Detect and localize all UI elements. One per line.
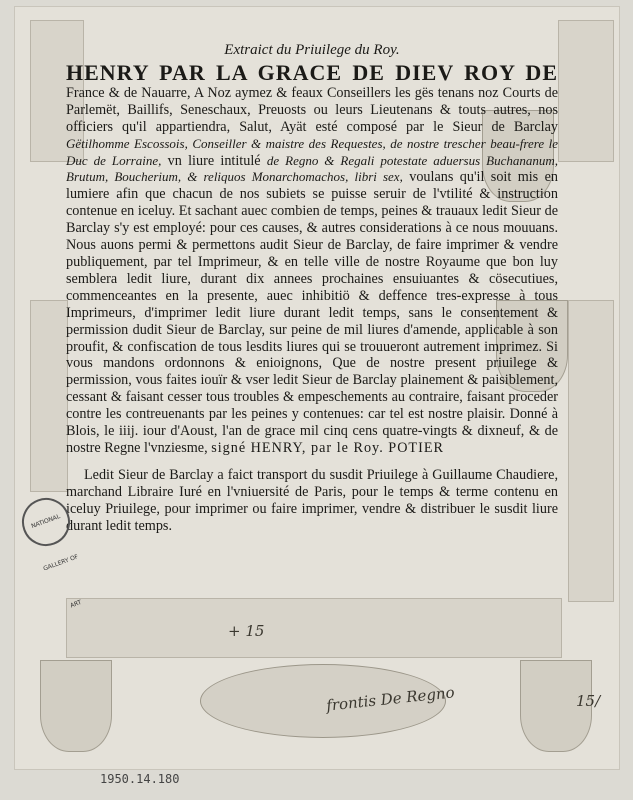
left-mid-panel [30, 300, 68, 492]
handwritten-signature: frontis De Regno [325, 683, 456, 715]
accession-number: 1950.14.180 [100, 772, 180, 786]
bottom-frame-panel [66, 598, 562, 658]
body-lead: HENRY PAR LA GRACE DE DIEV ROY DE [66, 60, 558, 85]
body-italic-2: de Regno & Regali potestate aduersus Buchananum, Brutum, Boucherium, & reliquos Monarchomachos, libri sex, [66, 152, 559, 185]
price-mark: + 15 [228, 622, 265, 640]
right-mid-panel [568, 300, 614, 602]
body-part-1: France & de Nauarre, A Noz aymez & feaux Conseillers les gës tenans noz Courts de Parlemët, Baillifs, Seneschaux, Preuosts ou leurs Lieutenans & touts autres, nos officiers qu'il appartiendra, Salut, Ayät esté composé par le Sieur de Barclay [66, 84, 558, 135]
body-part-3: voulans qu'il soit mis en lumiere afin que chacun de nos subiets se puisse seruir de l'vtilité & instruction contenue en iceluy. Et sachant auec combien de temps, peines & trauaux ledit Sieur de Barclay s'y est employé: pour ces causes, & autres considerations à ce nous mouuans. Nous auons permi & permettons audit Sieur de Barclay, de faire imprimer & vendre publiquement, par tel Imprimeur, & en telle ville de nostre Royaume que bon luy semblera ledit liure, durant dix annees prochaines ensuiuantes & cösecutiues, commenceantes en la presente, auec inhibitiö & deffence tres-expresse à tous Imprimeurs, d'imprimer ledit liure durant ledit temps, sans le consentement & permission dudit Sieur de Barclay, sur peine de mil liures d'amende, applicable à son proufit, & confiscation de tous lesdits liures qui se trouueront autrement imprimez. Si vous mandons ordonnons & enioignons, Que de nostre present priuilege & permission, vous faites iouïr & vser ledit Sieur de Barclay plainement & paisiblement, cessant & faisant cesser tous troubles & empeschements au contraire, faisant proceder contre les contreuenants par les peines y contenues: car tel est nostre plaisir. Donné à Blois, le iiij. iour d'Aoust, l'an de grace mil cinq cens quatre-vingts & dixneuf, & de nostre Regne l'vnziesme, [66, 169, 559, 456]
left-shield-1 [40, 660, 112, 752]
transfer-paragraph: Ledit Sieur de Barclay a faict transport du susdit Priuilege à Guillaume Chaudiere, marchand Libraire Iuré en l'vniuersité de Paris, pour le temps & terme contenu en iceluy Priuilege, pour imprimer ou faire imprimer, vendre & distribuer le susdit liure durant ledit temps. [66, 466, 558, 534]
museum-stamp-text: NATIONAL GALLERY OF ART [30, 513, 83, 610]
heading: Extraict du Priuilege du Roy. [224, 42, 400, 58]
right-top-panel [558, 20, 614, 162]
corner-mark: 15/ [576, 692, 601, 710]
privilege-body [66, 60, 559, 457]
body-italic-1: Gëtilhomme Escossois, Conseiller & maistre des Requestes, de nostre trescher beau-frere le Duc de Lorraine, [66, 135, 558, 168]
privilege-text-block [66, 42, 558, 534]
body-part-2: vn liure intitulé [167, 152, 261, 169]
body-signature: signé HENRY, par le Roy. POTIER [211, 439, 444, 456]
